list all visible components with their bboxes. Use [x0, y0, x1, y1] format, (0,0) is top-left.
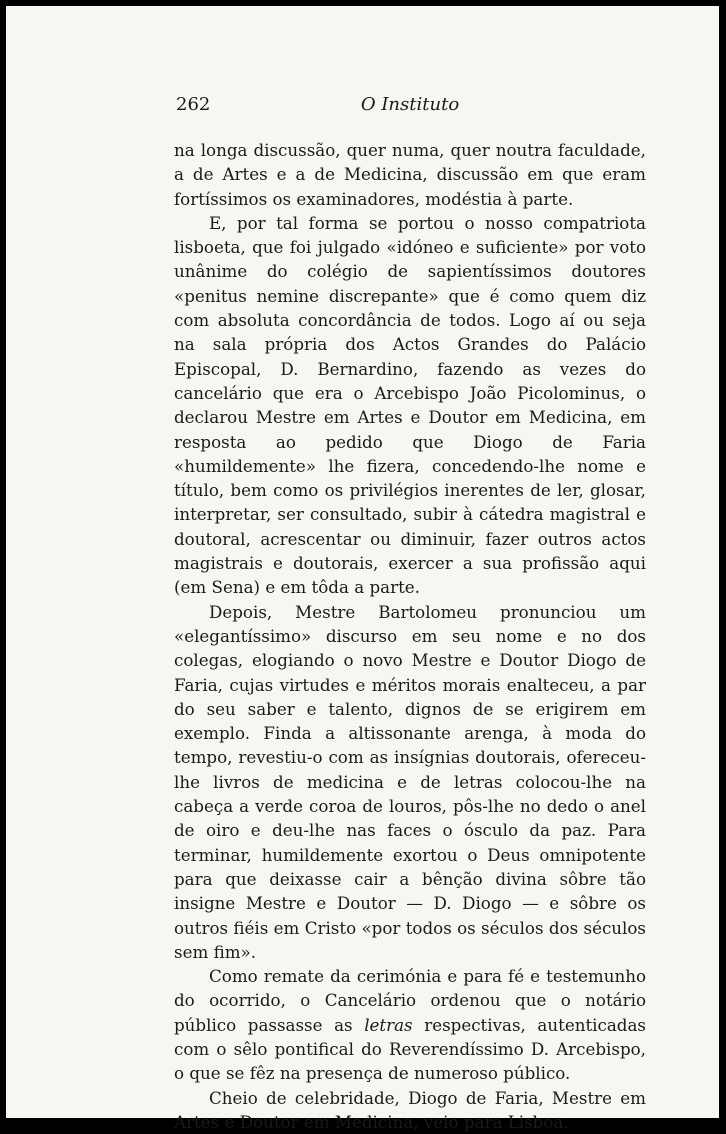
paragraph-2 — [174, 211, 646, 600]
paragraph-3 — [174, 600, 646, 964]
paragraph-text: Depois, Mestre Bartolomeu pronunciou um «elegantíssimo» discurso em seu nome e no dos colegas, elogiando o novo Mestre e Doutor Diogo de Faria, cujas virtudes e méritos morais enalteceu, a par do seu saber e talento, dignos de se erigirem em exemplo. Finda a altissonante arenga, à moda do tempo, revestiu-o com as insígnias doutorais, ofereceu-lhe livros de medicina e de letras colocou-lhe na cabeça a verde coroa de louros, pôs-lhe no dedo o anel de oiro e deu-lhe nas faces o ósculo da paz. Para terminar, humildemente exortou o Deus omnipotente para que deixasse cair a bênção divina sôbre tão insigne Mestre e Doutor — D. Diogo — e sôbre os outros fiéis em Cristo «por todos os séculos dos séculos sem fim». — [174, 601, 646, 962]
paragraph-5 — [174, 1086, 646, 1134]
italic-term: letras — [364, 1014, 413, 1035]
paragraph-text: respectivas, autenticadas com o sêlo pontifical do Reverendíssimo D. Arcebispo, o que se fêz na presença de numeroso público. — [174, 1014, 646, 1084]
paragraph-text: na longa discussão, quer numa, quer noutra faculdade, a de Artes e a de Medicina, discussão em que eram fortíssimos os examinadores, modéstia à parte. — [174, 140, 646, 209]
body-text — [174, 138, 646, 1134]
running-title: O Instituto — [360, 94, 460, 115]
paragraph-text: Como remate da cerimónia e para fé e testemunho do ocorrido, o Cancelário ordenou que o notário público passasse as — [174, 966, 646, 1035]
paragraph-4 — [174, 964, 646, 1085]
page-header — [174, 94, 646, 118]
book-page — [6, 6, 719, 1132]
paragraph-text: Cheio de celebridade, Diogo de Faria, Mestre em Artes e Doutor em Medicina, veio para Lisboa. — [174, 1087, 646, 1132]
page-number: 262 — [176, 94, 211, 115]
paragraph-1 — [174, 138, 646, 211]
paragraph-text: E, por tal forma se portou o nosso compatriota lisboeta, que foi julgado «idóneo e suficiente» por voto unânime do colégio de sapientíssimos doutores «penitus nemine discrepante» que é como quem diz com absoluta concordância de todos. Logo aí ou seja na sala própria dos Actos Grandes do Palácio Episcopal, D. Bernardino, fazendo as vezes do cancelário que era o Arcebispo João Picolominus, o declarou Mestre em Artes e Doutor em Medicina, em resposta ao pedido que Diogo de Faria «humildemente» lhe fizera, concedendo-lhe nome e título, bem como os privilégios inerentes de ler, glosar, interpretar, ser consultado, subir à cátedra magistral e doutoral, acrescentar ou diminuir, fazer outros actos magistrais e doutorais, exercer a sua profissão aqui (em Sena) e em tôda a parte. — [174, 212, 646, 598]
